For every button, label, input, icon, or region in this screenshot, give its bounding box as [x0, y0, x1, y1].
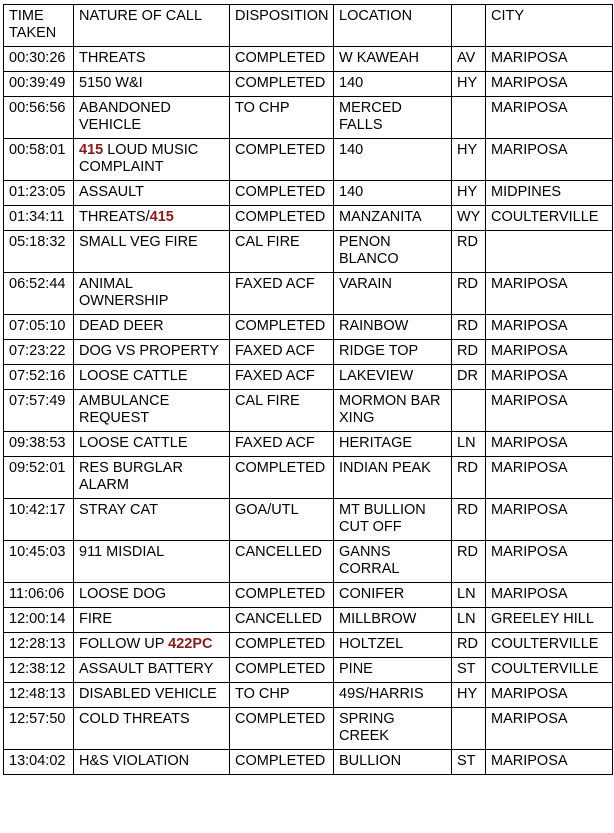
cell-nature: [74, 97, 230, 139]
cell-city: MARIPOSA: [486, 499, 613, 541]
table-row: [4, 47, 613, 72]
nature-text: ANIMAL OWNERSHIP: [79, 276, 169, 309]
nature-text: AMBULANCE REQUEST: [79, 393, 170, 426]
nature-text: ASSAULT: [79, 184, 145, 200]
header-suffix: [452, 5, 486, 47]
cell-time: 06:52:44: [4, 273, 74, 315]
nature-text: THREATS: [79, 50, 146, 66]
cell-location: MILLBROW: [334, 608, 452, 633]
cell-suffix: HY: [452, 683, 486, 708]
cell-location: LAKEVIEW: [334, 365, 452, 390]
cell-suffix: RD: [452, 273, 486, 315]
cell-time: 00:39:49: [4, 72, 74, 97]
header-location: LOCATION: [334, 5, 452, 47]
header-nature: NATURE OF CALL: [74, 5, 230, 47]
cell-location: BULLION: [334, 750, 452, 775]
cell-suffix: LN: [452, 608, 486, 633]
table-row: [4, 683, 613, 708]
table-row: [4, 457, 613, 499]
cell-location: MORMON BAR XING: [334, 390, 452, 432]
header-city: CITY: [486, 5, 613, 47]
nature-text: STRAY CAT: [79, 502, 158, 518]
header-row: [4, 5, 613, 47]
cell-nature: [74, 708, 230, 750]
cell-time: 11:06:06: [4, 583, 74, 608]
cell-suffix: ST: [452, 658, 486, 683]
cell-city: MARIPOSA: [486, 457, 613, 499]
call-log-table: [3, 4, 613, 775]
cell-city: MARIPOSA: [486, 365, 613, 390]
penal-code: 415: [79, 142, 104, 158]
cell-city: MARIPOSA: [486, 683, 613, 708]
cell-disposition: COMPLETED: [230, 708, 334, 750]
cell-disposition: COMPLETED: [230, 633, 334, 658]
cell-nature: [74, 72, 230, 97]
cell-location: GANNS CORRAL: [334, 541, 452, 583]
cell-suffix: [452, 97, 486, 139]
cell-city: MARIPOSA: [486, 273, 613, 315]
cell-suffix: RD: [452, 340, 486, 365]
table-row: [4, 708, 613, 750]
nature-text: ABANDONED VEHICLE: [79, 100, 171, 133]
cell-nature: [74, 658, 230, 683]
cell-nature: [74, 365, 230, 390]
cell-disposition: FAXED ACF: [230, 340, 334, 365]
cell-disposition: COMPLETED: [230, 181, 334, 206]
table-row: [4, 541, 613, 583]
cell-nature: [74, 432, 230, 457]
table-row: [4, 608, 613, 633]
cell-suffix: LN: [452, 432, 486, 457]
table-row: [4, 231, 613, 273]
cell-disposition: GOA/UTL: [230, 499, 334, 541]
cell-time: 05:18:32: [4, 231, 74, 273]
cell-disposition: COMPLETED: [230, 47, 334, 72]
cell-disposition: FAXED ACF: [230, 273, 334, 315]
cell-city: MARIPOSA: [486, 390, 613, 432]
cell-city: MARIPOSA: [486, 583, 613, 608]
nature-text: LOOSE DOG: [79, 586, 167, 602]
cell-location: PENON BLANCO: [334, 231, 452, 273]
cell-disposition: COMPLETED: [230, 658, 334, 683]
table-row: [4, 72, 613, 97]
nature-text: DOG VS PROPERTY: [79, 343, 219, 359]
cell-suffix: RD: [452, 231, 486, 273]
cell-city: MARIPOSA: [486, 340, 613, 365]
cell-disposition: CANCELLED: [230, 541, 334, 583]
cell-nature: [74, 499, 230, 541]
table-row: [4, 340, 613, 365]
cell-disposition: CAL FIRE: [230, 390, 334, 432]
nature-text: 911 MISDIAL: [79, 544, 165, 560]
table-row: [4, 97, 613, 139]
cell-nature: [74, 315, 230, 340]
table-row: [4, 390, 613, 432]
cell-nature: [74, 683, 230, 708]
cell-time: 12:00:14: [4, 608, 74, 633]
nature-text: FOLLOW UP: [79, 636, 169, 652]
cell-location: RAINBOW: [334, 315, 452, 340]
cell-nature: [74, 273, 230, 315]
nature-text: 5150 W&I: [79, 75, 143, 91]
cell-time: 12:48:13: [4, 683, 74, 708]
cell-suffix: RD: [452, 499, 486, 541]
cell-suffix: RD: [452, 457, 486, 499]
table-row: [4, 750, 613, 775]
cell-time: 07:23:22: [4, 340, 74, 365]
cell-nature: [74, 340, 230, 365]
cell-location: CONIFER: [334, 583, 452, 608]
nature-text: FIRE: [79, 611, 113, 627]
cell-city: MARIPOSA: [486, 315, 613, 340]
cell-time: 12:28:13: [4, 633, 74, 658]
cell-time: 09:52:01: [4, 457, 74, 499]
cell-nature: [74, 633, 230, 658]
cell-time: 00:56:56: [4, 97, 74, 139]
nature-text: LOOSE CATTLE: [79, 435, 188, 451]
nature-text: RES BURGLAR ALARM: [79, 460, 183, 493]
cell-location: RIDGE TOP: [334, 340, 452, 365]
cell-time: 00:30:26: [4, 47, 74, 72]
cell-disposition: COMPLETED: [230, 583, 334, 608]
cell-suffix: [452, 708, 486, 750]
cell-suffix: AV: [452, 47, 486, 72]
cell-city: COULTERVILLE: [486, 658, 613, 683]
cell-nature: [74, 139, 230, 181]
cell-disposition: TO CHP: [230, 683, 334, 708]
cell-location: 140: [334, 139, 452, 181]
cell-disposition: COMPLETED: [230, 206, 334, 231]
cell-location: MERCED FALLS: [334, 97, 452, 139]
cell-location: MANZANITA: [334, 206, 452, 231]
cell-time: 07:52:16: [4, 365, 74, 390]
cell-disposition: TO CHP: [230, 97, 334, 139]
header-disposition: DISPOSITION: [230, 5, 334, 47]
nature-text: H&S VIOLATION: [79, 753, 190, 769]
nature-text: THREATS/: [79, 209, 150, 225]
cell-city: COULTERVILLE: [486, 206, 613, 231]
cell-location: 49S/HARRIS: [334, 683, 452, 708]
cell-suffix: ST: [452, 750, 486, 775]
table-row: [4, 499, 613, 541]
penal-code: 422PC: [168, 636, 213, 652]
table-row: [4, 633, 613, 658]
cell-disposition: COMPLETED: [230, 139, 334, 181]
cell-nature: [74, 206, 230, 231]
cell-location: HERITAGE: [334, 432, 452, 457]
cell-disposition: FAXED ACF: [230, 432, 334, 457]
cell-suffix: DR: [452, 365, 486, 390]
cell-suffix: RD: [452, 633, 486, 658]
nature-text: DISABLED VEHICLE: [79, 686, 217, 702]
table-row: [4, 365, 613, 390]
cell-time: 13:04:02: [4, 750, 74, 775]
cell-nature: [74, 750, 230, 775]
header-time: TIME TAKEN: [4, 5, 74, 47]
cell-nature: [74, 608, 230, 633]
cell-suffix: [452, 390, 486, 432]
cell-city: COULTERVILLE: [486, 633, 613, 658]
cell-city: MARIPOSA: [486, 432, 613, 457]
cell-suffix: RD: [452, 315, 486, 340]
cell-location: W KAWEAH: [334, 47, 452, 72]
cell-city: GREELEY HILL: [486, 608, 613, 633]
cell-nature: [74, 457, 230, 499]
cell-suffix: LN: [452, 583, 486, 608]
cell-location: SPRING CREEK: [334, 708, 452, 750]
cell-city: MIDPINES: [486, 181, 613, 206]
cell-suffix: HY: [452, 181, 486, 206]
table-row: [4, 432, 613, 457]
cell-city: MARIPOSA: [486, 541, 613, 583]
cell-city: MARIPOSA: [486, 139, 613, 181]
cell-city: [486, 231, 613, 273]
table-row: [4, 658, 613, 683]
cell-nature: [74, 231, 230, 273]
penal-code: 415: [149, 209, 174, 225]
cell-city: MARIPOSA: [486, 47, 613, 72]
cell-disposition: COMPLETED: [230, 457, 334, 499]
nature-text: COLD THREATS: [79, 711, 190, 727]
table-row: [4, 315, 613, 340]
cell-location: 140: [334, 181, 452, 206]
cell-time: 10:45:03: [4, 541, 74, 583]
cell-disposition: FAXED ACF: [230, 365, 334, 390]
cell-disposition: COMPLETED: [230, 315, 334, 340]
cell-suffix: WY: [452, 206, 486, 231]
cell-nature: [74, 583, 230, 608]
cell-location: HOLTZEL: [334, 633, 452, 658]
cell-disposition: COMPLETED: [230, 750, 334, 775]
cell-time: 09:38:53: [4, 432, 74, 457]
table-row: [4, 139, 613, 181]
cell-location: PINE: [334, 658, 452, 683]
cell-time: 07:05:10: [4, 315, 74, 340]
nature-text: SMALL VEG FIRE: [79, 234, 198, 250]
cell-time: 01:34:11: [4, 206, 74, 231]
cell-time: 00:58:01: [4, 139, 74, 181]
cell-disposition: CAL FIRE: [230, 231, 334, 273]
cell-city: MARIPOSA: [486, 72, 613, 97]
cell-disposition: CANCELLED: [230, 608, 334, 633]
cell-time: 12:38:12: [4, 658, 74, 683]
table-row: [4, 273, 613, 315]
cell-suffix: RD: [452, 541, 486, 583]
cell-nature: [74, 541, 230, 583]
cell-location: INDIAN PEAK: [334, 457, 452, 499]
cell-nature: [74, 47, 230, 72]
cell-location: 140: [334, 72, 452, 97]
cell-city: MARIPOSA: [486, 97, 613, 139]
nature-text: LOOSE CATTLE: [79, 368, 188, 384]
table-row: [4, 206, 613, 231]
cell-nature: [74, 390, 230, 432]
cell-time: 10:42:17: [4, 499, 74, 541]
cell-location: MT BULLION CUT OFF: [334, 499, 452, 541]
cell-nature: [74, 181, 230, 206]
cell-suffix: HY: [452, 72, 486, 97]
cell-time: 01:23:05: [4, 181, 74, 206]
cell-suffix: HY: [452, 139, 486, 181]
table-row: [4, 583, 613, 608]
nature-text: LOUD MUSIC COMPLAINT: [79, 142, 199, 175]
cell-city: MARIPOSA: [486, 750, 613, 775]
cell-disposition: COMPLETED: [230, 72, 334, 97]
cell-time: 12:57:50: [4, 708, 74, 750]
nature-text: ASSAULT BATTERY: [79, 661, 214, 677]
cell-time: 07:57:49: [4, 390, 74, 432]
nature-text: DEAD DEER: [79, 318, 164, 334]
cell-location: VARAIN: [334, 273, 452, 315]
cell-city: MARIPOSA: [486, 708, 613, 750]
table-row: [4, 181, 613, 206]
